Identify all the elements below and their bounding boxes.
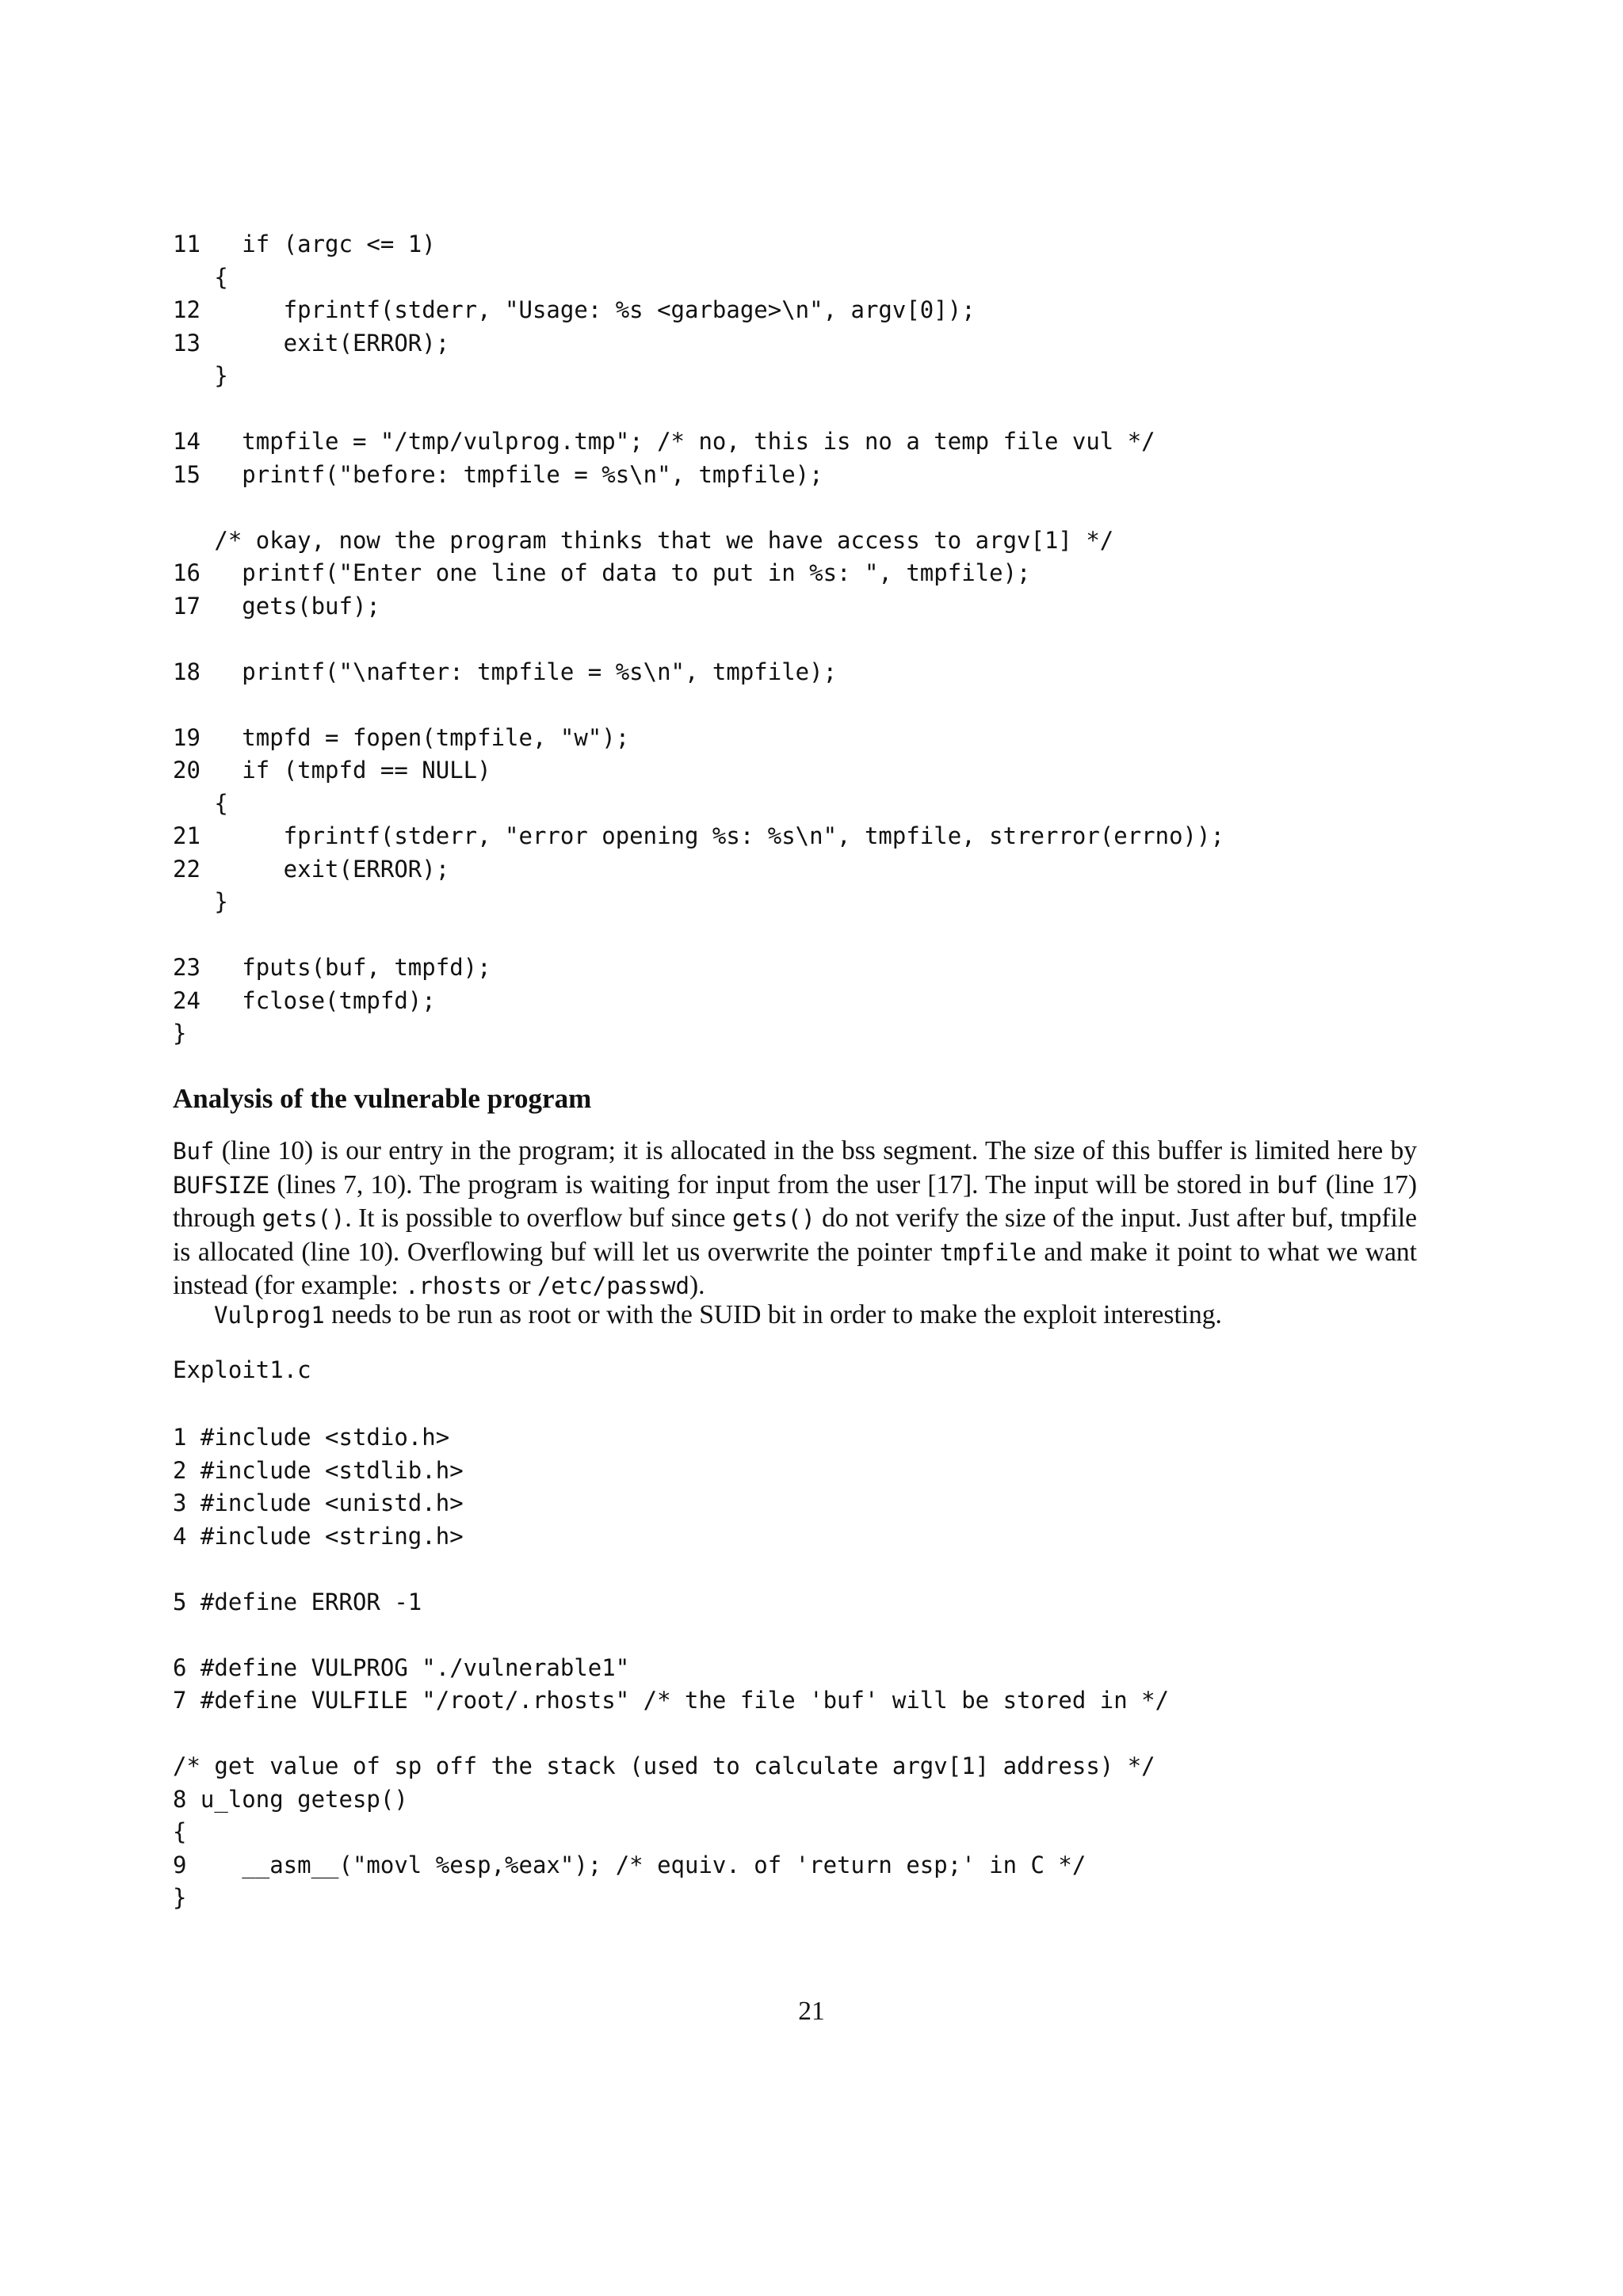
code-line: { [173, 263, 228, 291]
code-line: 13 exit(ERROR); [173, 329, 450, 357]
code-line [173, 919, 1224, 952]
code-line: { [173, 789, 228, 817]
code-line: } [173, 362, 228, 389]
inline-code: BUFSIZE [173, 1171, 270, 1199]
code-line: 9 __asm__("movl %esp,%eax"); /* equiv. of 'return esp;' in C */ [173, 1851, 1086, 1878]
text-run: do not verify the size of the input. Just after buf, tmpfile is allocated (line 10). Overflowing buf will let us overwrite the pointer [173, 1203, 1417, 1267]
page-number: 21 [798, 1997, 825, 2026]
inline-code: tmpfile [939, 1238, 1037, 1266]
code-line: 3 #include <unistd.h> [173, 1489, 464, 1516]
code-line: 20 if (tmpfd == NULL) [173, 757, 491, 784]
inline-code: /etc/passwd [537, 1272, 689, 1299]
code-line: 24 fclose(tmpfd); [173, 986, 436, 1014]
code-line: 1 #include <stdio.h> [173, 1424, 450, 1451]
code-line [173, 1718, 1169, 1751]
code-line [173, 1619, 1169, 1652]
code-line: 21 fprintf(stderr, "error opening %s: %s\n", tmpfile, strerror(errno)); [173, 822, 1224, 849]
text-run: and make it point to what we want instead (for example: [173, 1237, 1417, 1300]
code-line: 17 gets(buf); [173, 592, 380, 620]
code-listing-vulnerable-program [173, 228, 1224, 1051]
code-line: /* okay, now the program thinks that we have access to argv[1] */ [173, 526, 1114, 554]
code-line: 6 #define VULPROG "./vulnerable1" [173, 1653, 630, 1681]
code-line [173, 688, 1224, 722]
text-run: or [502, 1271, 537, 1300]
code-line: { [173, 1818, 187, 1845]
text-run: (line 17) through [173, 1169, 1417, 1233]
code-line: 23 fputs(buf, tmpfd); [173, 954, 491, 981]
code-line: 16 printf("Enter one line of data to put in %s: ", tmpfile); [173, 559, 1031, 586]
section-heading: Analysis of the vulnerable program [173, 1083, 592, 1114]
text-run: (line 10) is our entry in the program; it is allocated in the bss segment. The size of this buffer is limited here by [214, 1136, 1417, 1165]
code-line [173, 623, 1224, 656]
inline-code: buf [1277, 1171, 1319, 1199]
code-line: /* get value of sp off the stack (used to calculate argv[1] address) */ [173, 1753, 1155, 1779]
text-run: (lines 7, 10). The program is waiting for input from the user [17]. The input will be stored in [269, 1169, 1277, 1199]
code-line: 2 #include <stdlib.h> [173, 1456, 464, 1484]
code-line: } [173, 1884, 187, 1911]
code-line [173, 491, 1224, 524]
text-run: . It is possible to overflow buf since [345, 1203, 732, 1233]
exploit-file-label: Exploit1.c [173, 1356, 311, 1383]
text-run: needs to be run as root or with the SUID bit in order to make the exploit interesting. [324, 1300, 1222, 1329]
code-line: 18 printf("\nafter: tmpfile = %s\n", tmpfile); [173, 658, 838, 685]
inline-code: Vulprog1 [214, 1302, 325, 1329]
suid-paragraph [173, 1299, 1417, 1333]
code-line: 4 #include <string.h> [173, 1522, 464, 1550]
code-line: 7 #define VULFILE "/root/.rhosts" /* the file 'buf' will be stored in */ [173, 1687, 1170, 1714]
analysis-paragraph [173, 1135, 1417, 1303]
code-line: 19 tmpfd = fopen(tmpfile, "w"); [173, 723, 630, 751]
code-line: } [173, 888, 228, 915]
inline-code: Buf [173, 1138, 215, 1165]
code-line: 5 #define ERROR -1 [173, 1588, 422, 1615]
code-listing-exploit [173, 1421, 1169, 1915]
code-line: 8 u_long getesp() [173, 1785, 408, 1813]
code-line [173, 1553, 1169, 1586]
code-line: 15 printf("before: tmpfile = %s\n", tmpfile); [173, 460, 823, 488]
code-line: 14 tmpfile = "/tmp/vulprog.tmp"; /* no, this is no a temp file vul */ [173, 428, 1155, 455]
inline-code: gets() [731, 1205, 815, 1232]
code-line: 22 exit(ERROR); [173, 855, 450, 883]
inline-code: .rhosts [405, 1272, 502, 1299]
code-line [173, 393, 1224, 426]
code-line: 12 fprintf(stderr, "Usage: %s <garbage>\n", argv[0]); [173, 296, 976, 323]
inline-code: gets() [262, 1205, 346, 1232]
code-line: } [173, 1020, 187, 1047]
text-run: ). [689, 1271, 705, 1300]
code-line: 11 if (argc <= 1) [173, 231, 436, 257]
